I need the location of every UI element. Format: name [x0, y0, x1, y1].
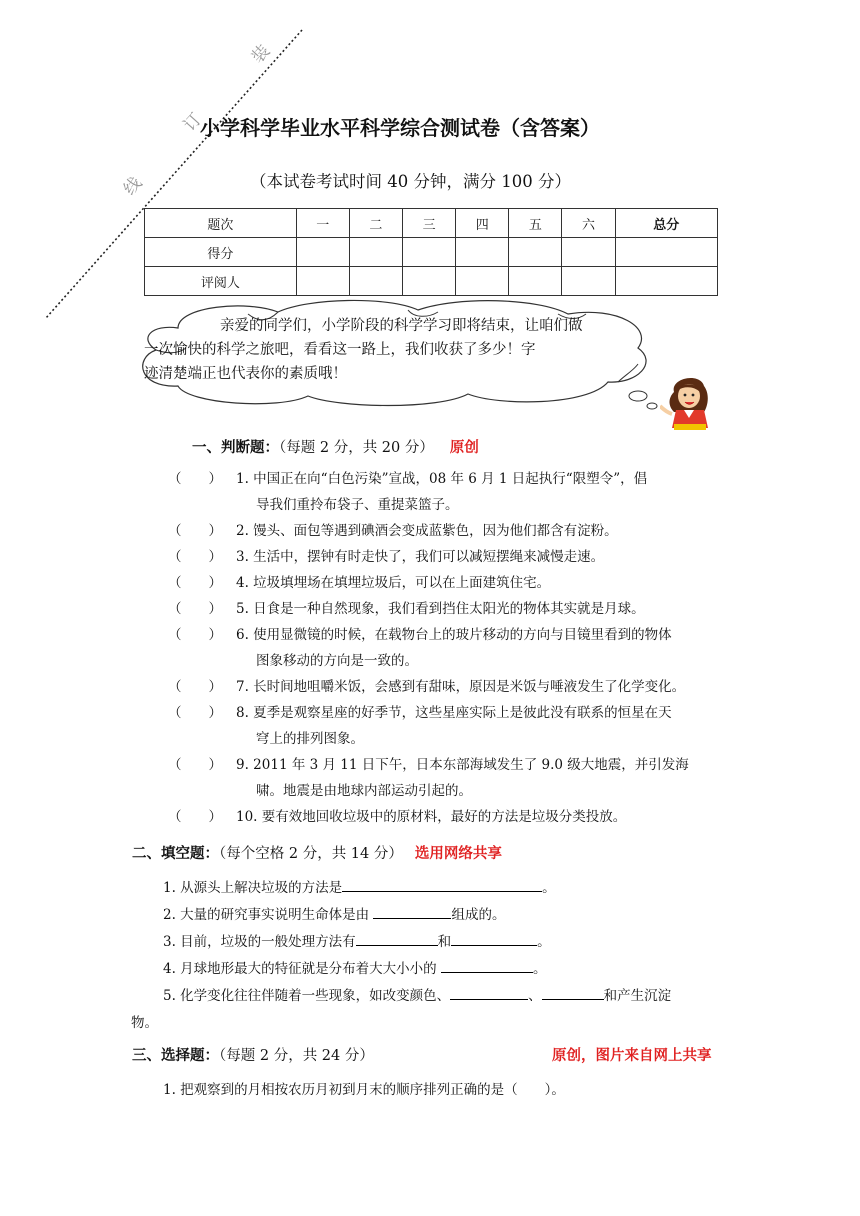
score-header-cell: 题次	[145, 209, 297, 238]
question-text: 。	[532, 961, 547, 977]
judge-question	[168, 804, 734, 830]
score-header-cell: 三	[403, 209, 456, 238]
score-cell[interactable]	[349, 238, 402, 267]
page-title: 小学科学毕业水平科学综合测试卷（含答案）	[200, 116, 600, 140]
answer-paren[interactable]: （ ）	[168, 575, 222, 591]
score-cell[interactable]	[509, 238, 562, 267]
section-tag: 原创	[449, 440, 479, 456]
section-title: 三、选择题：	[132, 1048, 219, 1064]
reviewer-cell[interactable]	[403, 267, 456, 296]
answer-blank[interactable]	[356, 931, 438, 946]
reviewer-cell[interactable]	[349, 267, 402, 296]
judge-question	[168, 700, 734, 752]
score-header-cell: 五	[509, 209, 562, 238]
page-subtitle: （本试卷考试时间 40 分钟，满分 100 分）	[250, 172, 571, 191]
choice-question: 1. 把观察到的月相按农历月初到月末的顺序排列正确的是（ ）。	[163, 1082, 565, 1098]
section-title: 一、判断题：	[192, 440, 279, 456]
score-header-cell: 二	[349, 209, 402, 238]
intro-line: 迹清楚端正也代表你的素质哦！	[144, 366, 347, 382]
question-text: 6. 使用显微镜的时候，在载物台上的玻片移动的方向与目镜里看到的物体	[236, 627, 672, 643]
question-text: 8. 夏季是观察星座的好季节，这些星座实际上是彼此没有联系的恒星在天	[236, 705, 672, 721]
intro-text	[144, 314, 656, 386]
score-cell[interactable]	[403, 238, 456, 267]
section-3-tag: 原创，图片来自网上共享	[552, 1048, 712, 1064]
question-text: 4. 月球地形最大的特征就是分布着大大小小的	[163, 961, 441, 977]
judge-question	[168, 570, 734, 596]
question-text-cont: 穹上的排列图象。	[256, 731, 364, 747]
judge-question	[168, 518, 734, 544]
question-text: 组成的。	[451, 907, 506, 923]
answer-paren[interactable]: （ ）	[168, 627, 222, 643]
reviewer-cell[interactable]	[296, 267, 349, 296]
score-table-row	[145, 238, 718, 267]
intro-line: 亲爱的同学们，小学阶段的科学学习即将结束，让咱们做	[220, 318, 583, 334]
section-note: （每题 2 分，共 24 分）	[219, 1048, 374, 1064]
answer-paren[interactable]: （ ）	[168, 705, 222, 721]
section-note: （每个空格 2 分，共 14 分）	[219, 846, 403, 862]
score-cell[interactable]	[615, 238, 717, 267]
question-text: 和	[437, 934, 452, 950]
answer-paren[interactable]: （ ）	[168, 757, 222, 773]
answer-blank[interactable]	[450, 985, 528, 1000]
question-text: 7. 长时间地咀嚼米饭，会感到有甜味，原因是米饭与唾液发生了化学变化。	[236, 679, 686, 695]
score-cell[interactable]	[562, 238, 615, 267]
answer-paren[interactable]: （ ）	[168, 471, 222, 487]
fill-question	[163, 984, 671, 1004]
score-header-cell: 一	[296, 209, 349, 238]
question-text: 3. 目前，垃圾的一般处理方法有	[163, 934, 356, 950]
question-text: 10. 要有效地回收垃圾中的原材料，最好的方法是垃圾分类投放。	[236, 809, 627, 825]
reviewer-cell[interactable]	[509, 267, 562, 296]
question-text: 和产生沉淀	[603, 988, 672, 1004]
question-text: 。	[542, 880, 556, 896]
fill-question	[163, 957, 546, 977]
answer-blank[interactable]	[542, 985, 604, 1000]
score-table	[144, 208, 718, 296]
question-text-cont: 啸。地震是由地球内部运动引起的。	[256, 783, 472, 799]
question-text: 1. 中国正在向“白色污染”宣战，08 年 6 月 1 日起执行“限塑令”，倡	[236, 471, 648, 487]
reviewer-cell[interactable]	[562, 267, 615, 296]
question-text-cont: 导我们重拎布袋子、重提菜篮子。	[256, 497, 459, 513]
answer-blank[interactable]	[373, 904, 451, 919]
seal-char-1: 装	[247, 41, 275, 68]
score-row-label: 得分	[145, 238, 297, 267]
section-3-heading	[132, 1044, 374, 1065]
judge-question	[168, 544, 734, 570]
score-table-header-row	[145, 209, 718, 238]
judge-question	[168, 622, 734, 674]
score-header-cell: 四	[456, 209, 509, 238]
cartoon-girl-icon	[660, 372, 716, 432]
section-note: （每题 2 分，共 20 分）	[279, 440, 434, 456]
question-text: 1. 从源头上解决垃圾的方法是	[163, 880, 343, 896]
answer-paren[interactable]: （ ）	[168, 809, 222, 825]
question-text: 、	[528, 988, 542, 1004]
intro-line: 一次愉快的科学之旅吧，看看这一路上，我们收获了多少！字	[144, 342, 536, 358]
section-tag: 选用网络共享	[414, 846, 502, 862]
question-text: 2. 大量的研究事实说明生命体是由	[163, 907, 374, 923]
judge-question	[168, 596, 734, 622]
seal-char-2: 订	[179, 109, 207, 136]
answer-blank[interactable]	[451, 931, 537, 946]
answer-paren[interactable]: （ ）	[168, 601, 222, 617]
question-text: 4. 垃圾填埋场在填埋垃圾后，可以在上面建筑住宅。	[236, 575, 551, 591]
fill-question-cont: 物。	[131, 1015, 158, 1031]
question-text: 。	[537, 934, 551, 950]
score-header-total: 总分	[615, 209, 717, 238]
section-title: 二、填空题：	[132, 846, 219, 862]
question-text: 2. 馒头、面包等遇到碘酒会变成蓝紫色，因为他们都含有淀粉。	[236, 523, 618, 539]
judge-question	[168, 466, 734, 518]
reviewer-cell[interactable]	[615, 267, 717, 296]
answer-blank[interactable]	[441, 958, 533, 973]
section-2-heading	[132, 842, 502, 863]
question-text: 5. 化学变化往往伴随着一些现象，如改变颜色、	[163, 988, 451, 1004]
question-text: 9. 2011 年 3 月 11 日下午，日本东部海域发生了 9.0 级大地震，并引发海	[236, 757, 689, 773]
fill-question	[163, 876, 556, 896]
score-cell[interactable]	[296, 238, 349, 267]
reviewer-cell[interactable]	[456, 267, 509, 296]
question-text: 5. 日食是一种自然现象，我们看到挡住太阳光的物体其实就是月球。	[236, 601, 645, 617]
score-table-row	[145, 267, 718, 296]
answer-paren[interactable]: （ ）	[168, 523, 222, 539]
answer-blank[interactable]	[342, 877, 542, 892]
question-text-cont: 图象移动的方向是一致的。	[256, 653, 418, 669]
question-text: 3. 生活中，摆钟有时走快了，我们可以减短摆绳来减慢走速。	[236, 549, 605, 565]
judge-question	[168, 674, 734, 700]
score-cell[interactable]	[456, 238, 509, 267]
score-header-cell: 六	[562, 209, 615, 238]
fill-question	[163, 903, 505, 923]
answer-paren[interactable]: （ ）	[168, 679, 222, 695]
seal-char-3: 线	[119, 173, 147, 200]
judge-question	[168, 752, 734, 804]
reviewer-row-label: 评阅人	[145, 267, 297, 296]
section-1-heading	[192, 436, 479, 457]
answer-paren[interactable]: （ ）	[168, 549, 222, 565]
fill-question	[163, 930, 551, 950]
